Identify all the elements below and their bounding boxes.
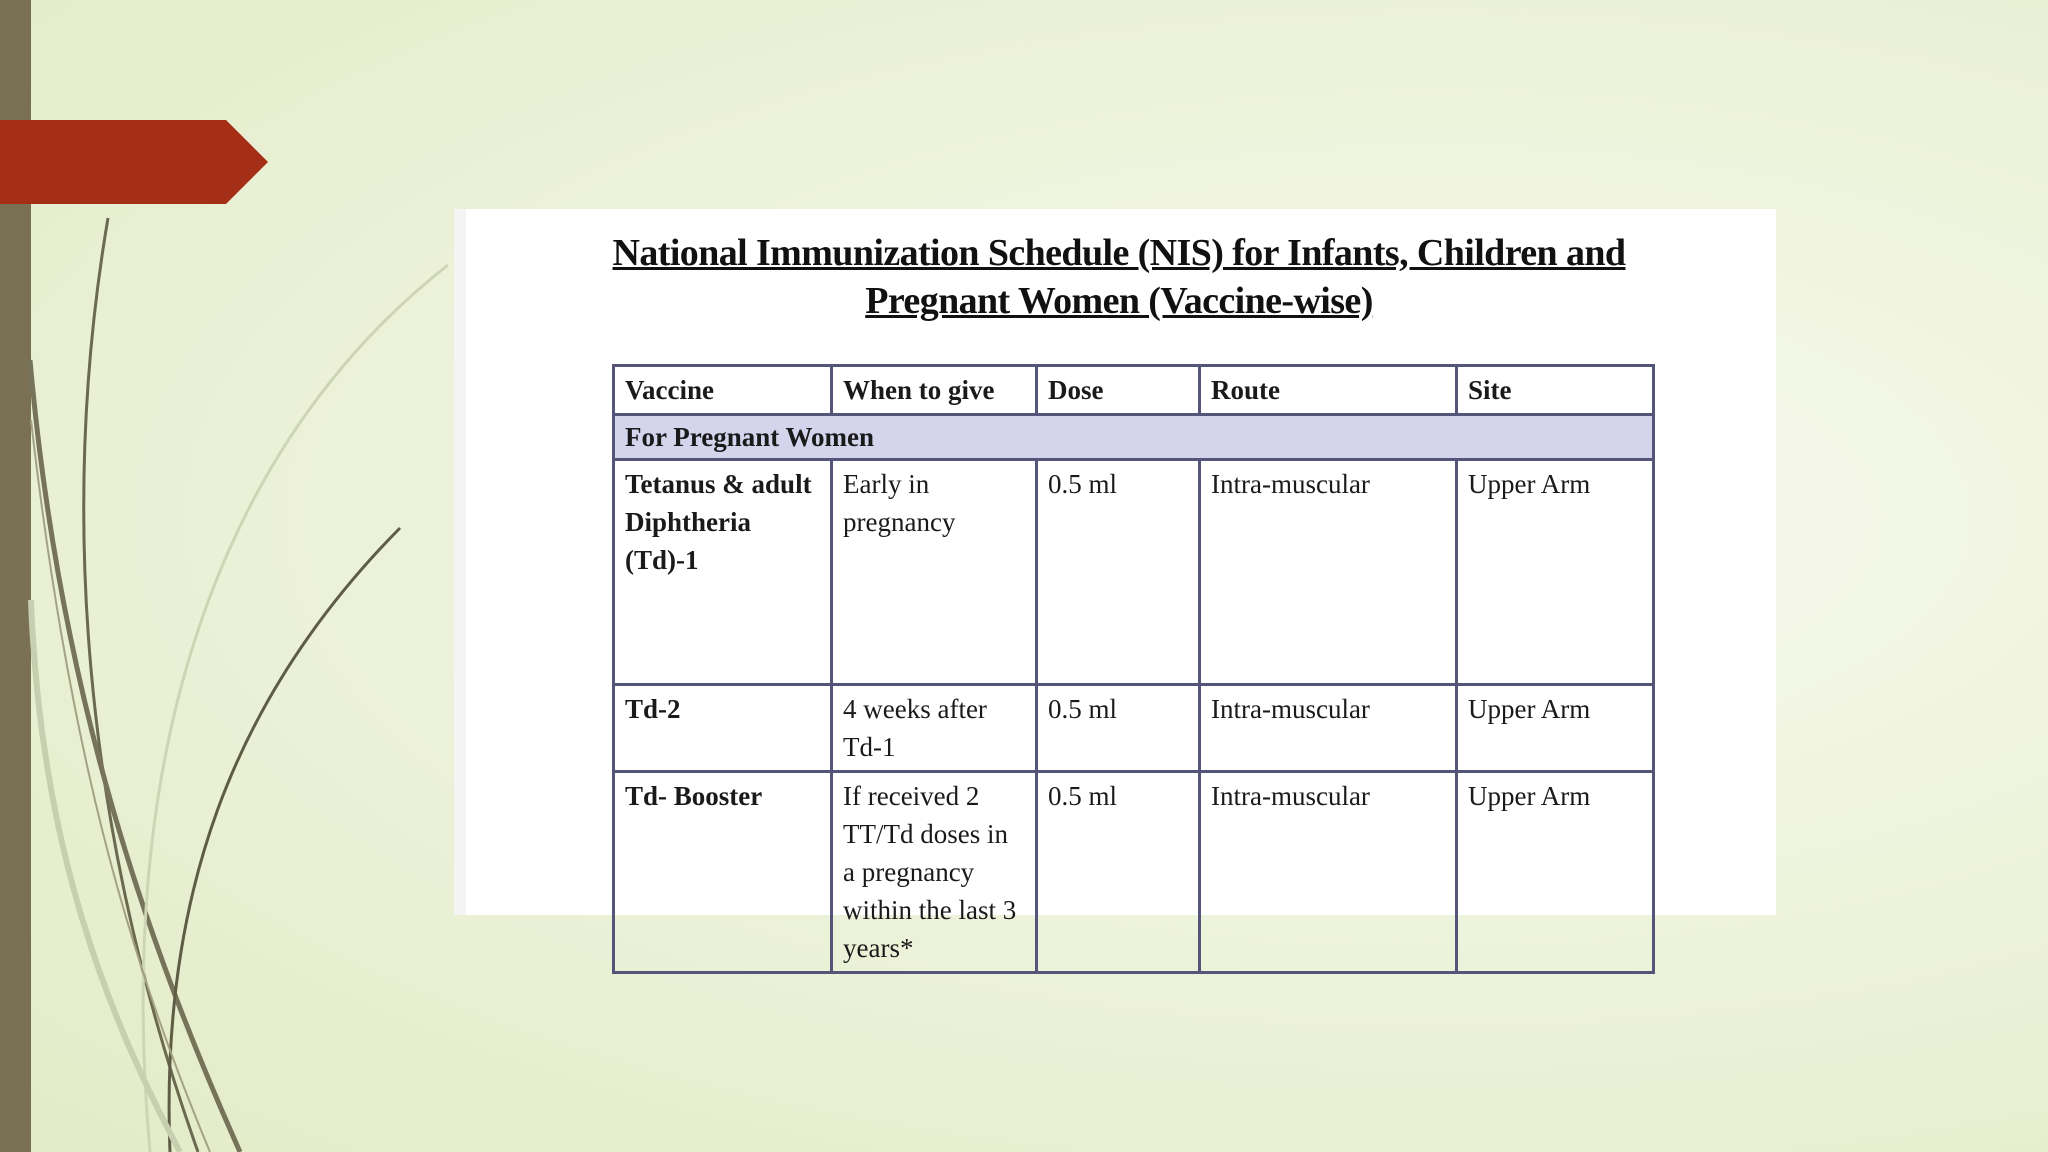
site-cell: Upper Arm	[1457, 685, 1654, 772]
schedule-table-image	[454, 209, 1776, 963]
vaccine-cell: Tetanus & adult Diphtheria (Td)-1	[614, 460, 832, 685]
table-row	[614, 685, 1654, 772]
table-row	[614, 460, 1654, 685]
schedule-title: National Immunization Schedule (NIS) for Infants, Children and Pregnant Women (Vaccine-wise)	[612, 232, 1626, 322]
dose-cell: 0.5 ml	[1037, 460, 1200, 685]
header-site: Site	[1457, 366, 1654, 415]
when-cell: 4 weeks after Td-1	[832, 685, 1037, 772]
header-dose: Dose	[1037, 366, 1200, 415]
header-vaccine: Vaccine	[614, 366, 832, 415]
dose-cell: 0.5 ml	[1037, 772, 1200, 973]
table-header-row	[614, 366, 1654, 415]
vaccine-cell: Td- Booster	[614, 772, 832, 973]
table-row	[614, 772, 1654, 973]
route-cell: Intra-muscular	[1200, 460, 1457, 685]
when-cell: Early in pregnancy	[832, 460, 1037, 685]
site-cell: Upper Arm	[1457, 772, 1654, 973]
immunization-schedule-table	[612, 364, 1655, 974]
when-cell: If received 2 TT/Td doses in a pregnancy within the last 3 years*	[832, 772, 1037, 973]
image-edge	[454, 209, 466, 915]
site-cell: Upper Arm	[1457, 460, 1654, 685]
route-cell: Intra-muscular	[1200, 772, 1457, 973]
header-when-to-give: When to give	[832, 366, 1037, 415]
dose-cell: 0.5 ml	[1037, 685, 1200, 772]
vaccine-cell: Td-2	[614, 685, 832, 772]
section-arrow-marker	[0, 120, 268, 204]
header-route: Route	[1200, 366, 1457, 415]
section-row	[614, 415, 1654, 460]
route-cell: Intra-muscular	[1200, 685, 1457, 772]
section-label: For Pregnant Women	[614, 415, 1654, 460]
